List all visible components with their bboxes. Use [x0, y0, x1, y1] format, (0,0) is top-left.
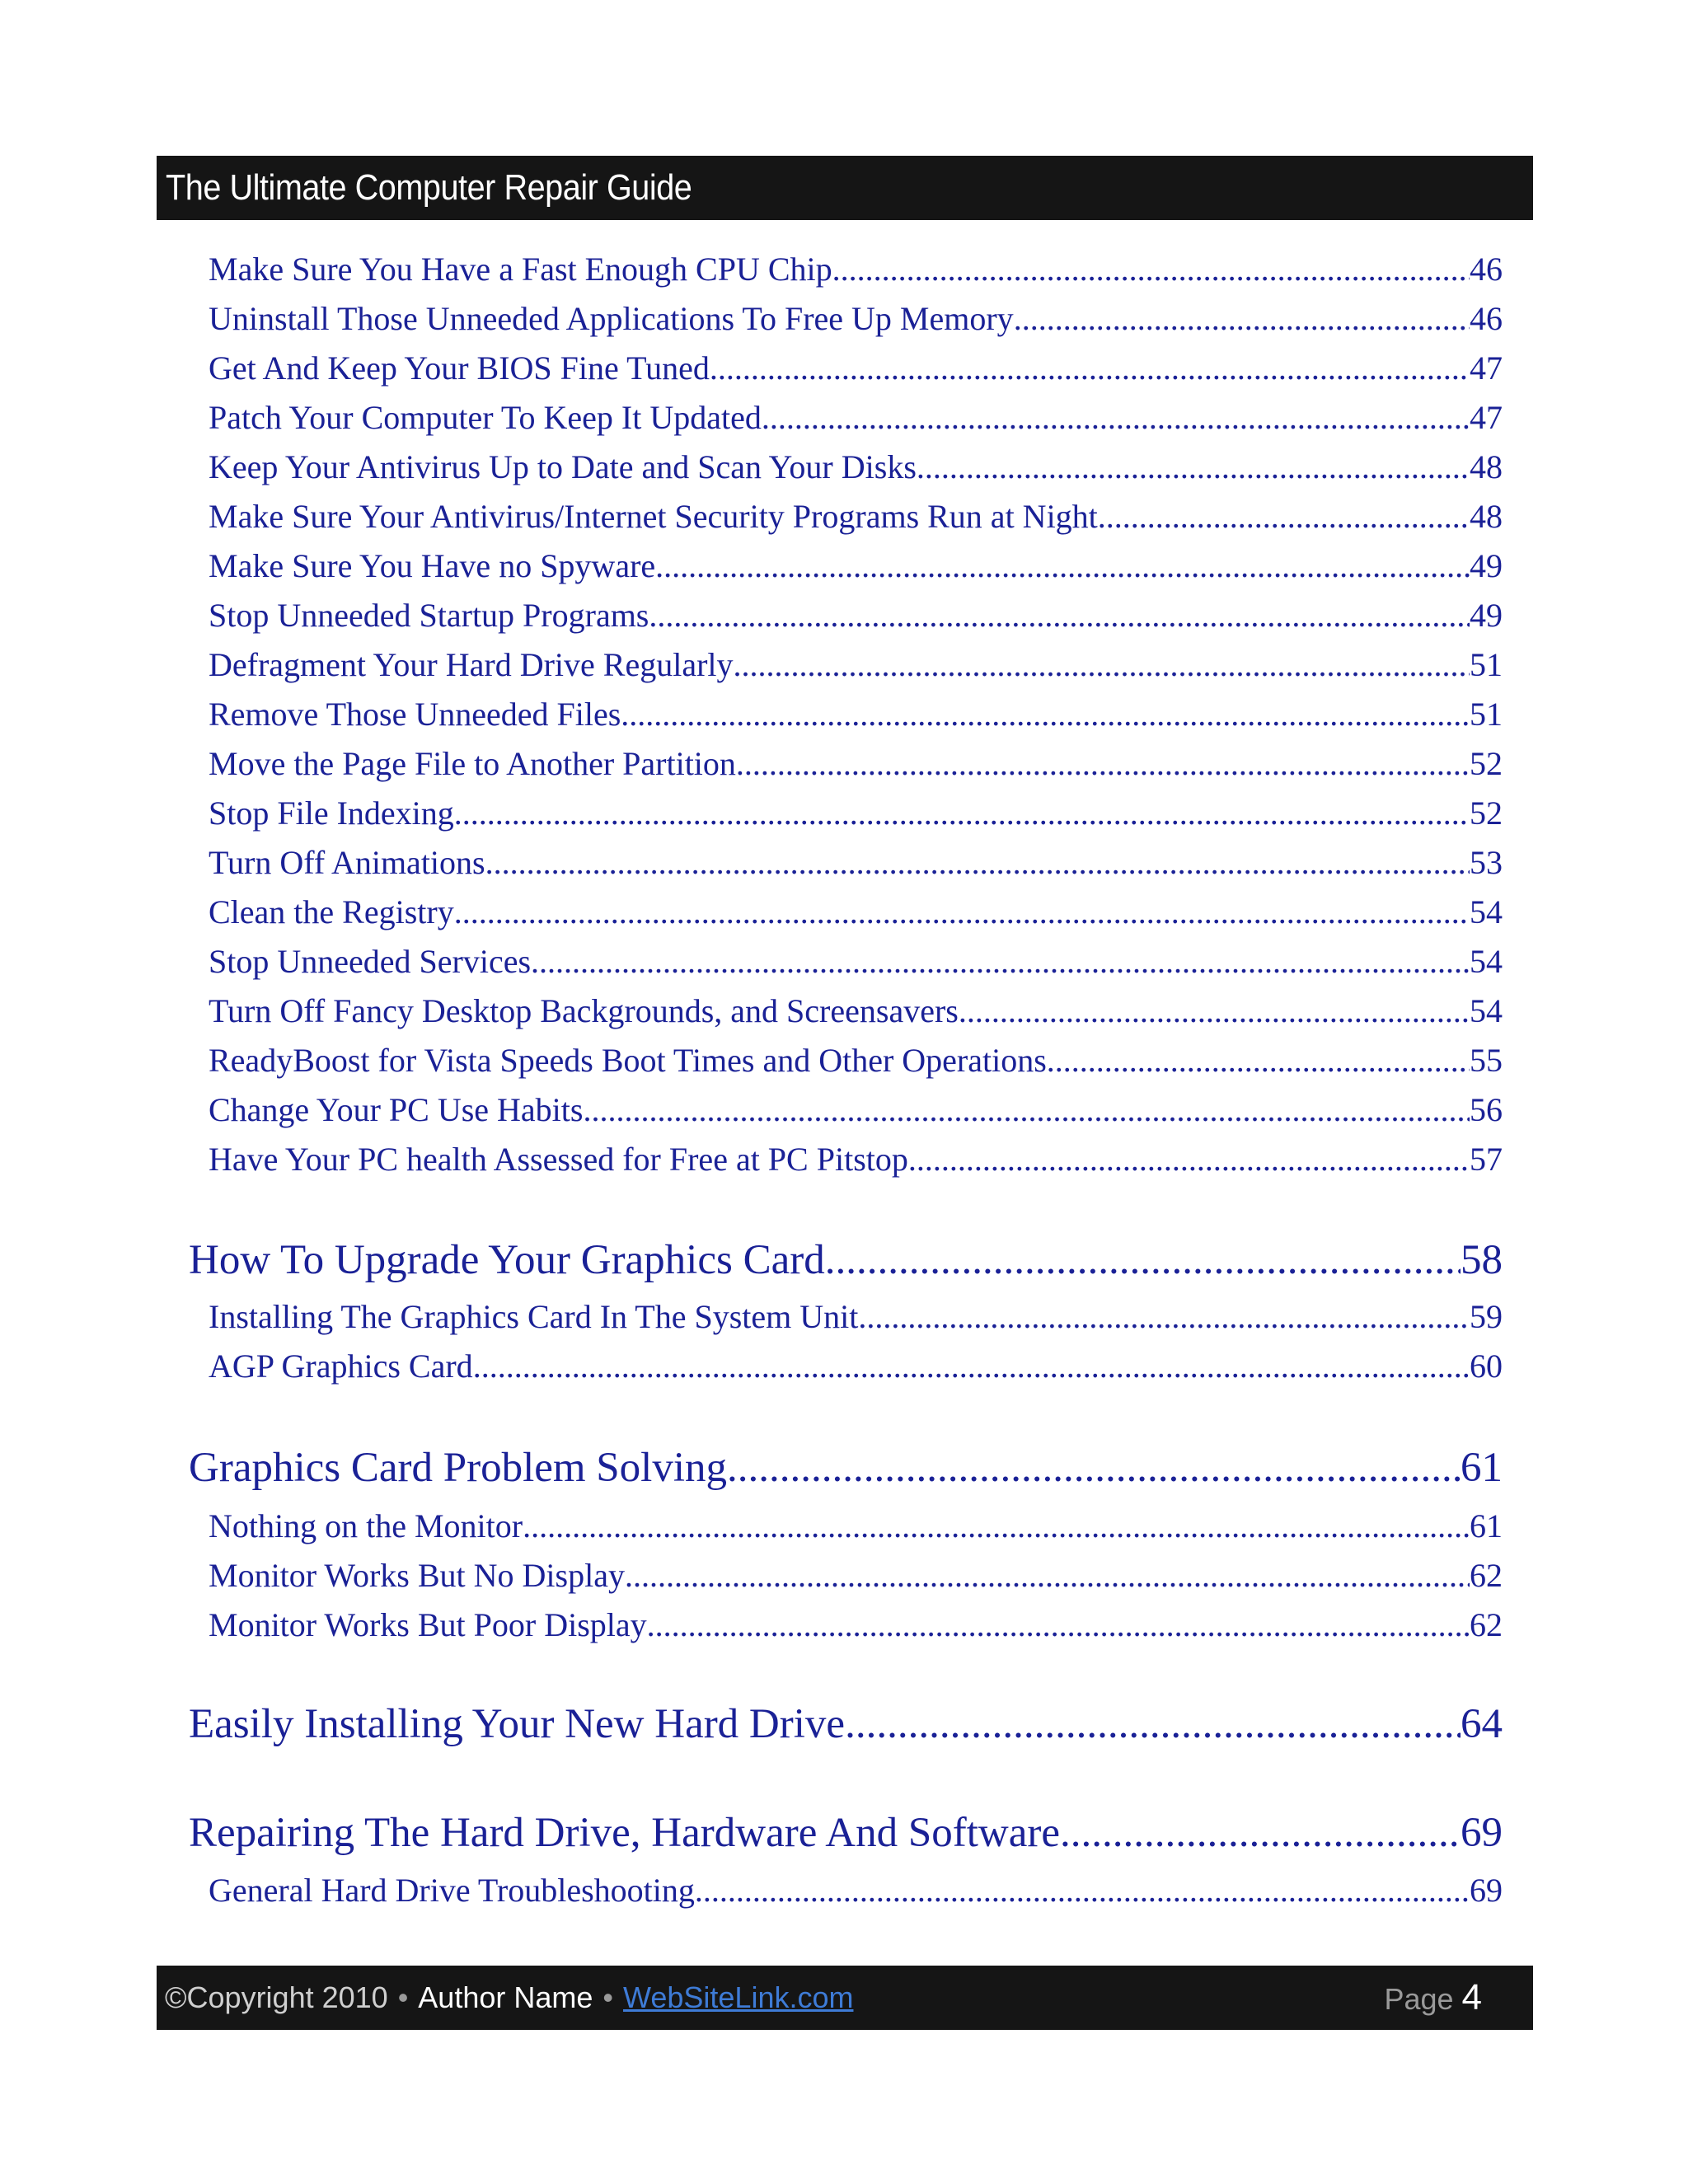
toc-entry-title: Monitor Works But No Display [209, 1557, 625, 1594]
toc-entry-page: 47 [1470, 349, 1503, 387]
toc-leader-dots [649, 596, 1470, 635]
toc-entry-title: Have Your PC health Assessed for Free at PC Pitstop [209, 1141, 908, 1178]
toc-entry-page: 48 [1470, 448, 1503, 485]
toc-entry-page: 62 [1470, 1606, 1503, 1643]
toc-entry-title: Installing The Graphics Card In The System Unit [209, 1298, 859, 1335]
toc-entry[interactable] [209, 942, 1503, 981]
toc-entry[interactable] [209, 1507, 1503, 1545]
toc-entry[interactable] [209, 546, 1503, 585]
toc-entry-title: Stop Unneeded Startup Programs [209, 597, 649, 634]
toc-chapter-title: Repairing The Hard Drive, Hardware And Software [189, 1810, 1060, 1856]
toc-entry-title: Nothing on the Monitor [209, 1507, 523, 1544]
toc-chapter[interactable] [189, 1700, 1503, 1748]
toc-entry[interactable] [209, 645, 1503, 684]
toc-leader-dots [762, 398, 1470, 437]
toc-entry-page: 69 [1470, 1872, 1503, 1909]
toc-entry-page: 53 [1470, 844, 1503, 881]
toc-entry-page: 62 [1470, 1557, 1503, 1594]
toc-entry-page: 56 [1470, 1091, 1503, 1128]
toc-entry-page: 52 [1470, 794, 1503, 832]
toc-entry-page: 55 [1470, 1042, 1503, 1079]
toc-entry[interactable] [209, 1297, 1503, 1336]
toc-entry-title: Monitor Works But Poor Display [209, 1606, 647, 1643]
toc-entry-page: 59 [1470, 1298, 1503, 1335]
toc-entry-title: Turn Off Animations [209, 844, 485, 881]
toc-leader-dots [583, 1090, 1470, 1129]
toc-entry-page: 49 [1470, 547, 1503, 584]
toc-entry-page: 51 [1470, 646, 1503, 683]
toc-leader-dots [454, 794, 1470, 832]
toc-leader-dots [473, 1347, 1470, 1385]
toc-entry[interactable] [209, 744, 1503, 783]
toc-entry[interactable] [209, 843, 1503, 882]
toc-entry-title: Uninstall Those Unneeded Applications To Free Up Memory [209, 300, 1014, 337]
toc-chapter[interactable] [189, 1236, 1503, 1284]
toc-entry-page: 46 [1470, 300, 1503, 337]
toc-entry-page: 54 [1470, 893, 1503, 930]
page-label: Page [1384, 1982, 1454, 2016]
toc-leader-dots [531, 942, 1470, 981]
toc-chapter-page: 64 [1461, 1701, 1503, 1747]
toc-leader-dots [710, 349, 1470, 387]
toc-entry[interactable] [209, 1140, 1503, 1179]
toc-leader-dots [695, 1871, 1470, 1910]
website-link[interactable]: WebSiteLink.com [623, 1980, 854, 2014]
toc-leader-dots [734, 645, 1470, 684]
page-number-block [1384, 1977, 1482, 2018]
toc-leader-dots [523, 1507, 1470, 1545]
toc-entry-page: 57 [1470, 1141, 1503, 1178]
toc-leader-dots [858, 1297, 1470, 1336]
footer-separator: • [603, 1980, 614, 2014]
toc-leader-dots [959, 991, 1470, 1030]
toc-entry[interactable] [209, 299, 1503, 338]
toc-leader-dots [621, 695, 1470, 733]
toc-entry-title: AGP Graphics Card [209, 1347, 473, 1385]
toc-entry-page: 49 [1470, 597, 1503, 634]
toc-leader-dots [485, 843, 1470, 882]
toc-entry-page: 61 [1470, 1507, 1503, 1544]
toc-entry-title: Remove Those Unneeded Files [209, 696, 621, 733]
toc-chapter[interactable] [189, 1444, 1503, 1492]
toc-entry-page: 54 [1470, 992, 1503, 1029]
toc-entry-title: Make Sure You Have a Fast Enough CPU Chip [209, 251, 832, 288]
toc-entry-title: Patch Your Computer To Keep It Updated [209, 399, 762, 436]
toc-entry-title: General Hard Drive Troubleshooting [209, 1872, 695, 1909]
toc-leader-dots [1047, 1041, 1470, 1080]
toc-leader-dots [1014, 299, 1470, 338]
toc-entry-title: Change Your PC Use Habits [209, 1091, 584, 1128]
toc-leader-dots [908, 1140, 1470, 1179]
toc-entry-title: ReadyBoost for Vista Speeds Boot Times and Other Operations [209, 1042, 1047, 1079]
toc-chapter-page: 69 [1461, 1810, 1503, 1856]
toc-entry-page: 47 [1470, 399, 1503, 436]
footer-credits [165, 1980, 853, 2015]
toc-entry[interactable] [209, 398, 1503, 437]
toc-entry-page: 46 [1470, 251, 1503, 288]
toc-leader-dots [845, 1700, 1461, 1748]
toc-entry-title: Keep Your Antivirus Up to Date and Scan Your Disks [209, 448, 917, 485]
toc-entry[interactable] [209, 1556, 1503, 1595]
toc-entry[interactable] [209, 1041, 1503, 1080]
toc-chapter-title: Easily Installing Your New Hard Drive [189, 1701, 846, 1747]
toc-leader-dots [727, 1444, 1461, 1492]
toc-entry-page: 48 [1470, 498, 1503, 535]
toc-entry[interactable] [209, 1090, 1503, 1129]
toc-entry-page: 60 [1470, 1347, 1503, 1385]
toc-entry[interactable] [209, 497, 1503, 536]
author-name: Author Name [418, 1980, 593, 2014]
toc-leader-dots [917, 448, 1470, 486]
toc-leader-dots [832, 250, 1470, 288]
toc-leader-dots [625, 1556, 1470, 1595]
toc-entry-page: 51 [1470, 696, 1503, 733]
toc-entry-title: Make Sure You Have no Spyware [209, 547, 656, 584]
toc-entry-title: Move the Page File to Another Partition [209, 745, 736, 782]
toc-entry[interactable] [209, 1347, 1503, 1385]
toc-entry[interactable] [209, 596, 1503, 635]
toc-leader-dots [454, 893, 1470, 931]
toc-chapter-page: 61 [1461, 1445, 1503, 1491]
toc-chapter-title: How To Upgrade Your Graphics Card [189, 1237, 825, 1283]
toc-entry[interactable] [209, 349, 1503, 387]
document-title: The Ultimate Computer Repair Guide [166, 167, 692, 208]
toc-entry-title: Defragment Your Hard Drive Regularly [209, 646, 734, 683]
toc-leader-dots [825, 1236, 1461, 1284]
toc-entry-title: Stop File Indexing [209, 794, 454, 832]
page-number: 4 [1461, 1977, 1482, 2018]
toc-leader-dots [736, 744, 1470, 783]
toc-entry[interactable] [209, 1871, 1503, 1910]
toc-leader-dots [655, 546, 1470, 585]
footer-separator: • [397, 1980, 409, 2014]
toc-chapter[interactable] [189, 1809, 1503, 1857]
toc-entry-page: 54 [1470, 943, 1503, 980]
toc-entry[interactable] [209, 250, 1503, 288]
toc-entry-title: Clean the Registry [209, 893, 454, 930]
page-footer [157, 1966, 1533, 2030]
toc-entry-title: Get And Keep Your BIOS Fine Tuned [209, 349, 710, 387]
toc-entry[interactable] [209, 794, 1503, 832]
toc-entry[interactable] [209, 1605, 1503, 1644]
toc-entry[interactable] [209, 991, 1503, 1030]
toc-entry-page: 52 [1470, 745, 1503, 782]
toc-entry-title: Stop Unneeded Services [209, 943, 532, 980]
toc-leader-dots [1098, 497, 1470, 536]
toc-entry[interactable] [209, 448, 1503, 486]
copyright-text: ©Copyright 2010 [165, 1980, 388, 2014]
toc-entry-title: Make Sure Your Antivirus/Internet Security Programs Run at Night [209, 498, 1098, 535]
toc-leader-dots [1060, 1809, 1461, 1857]
toc-leader-dots [647, 1605, 1470, 1644]
page-header [157, 156, 1533, 220]
toc-chapter-page: 58 [1461, 1237, 1503, 1283]
toc-entry[interactable] [209, 695, 1503, 733]
toc-entry-title: Turn Off Fancy Desktop Backgrounds, and Screensavers [209, 992, 959, 1029]
toc-chapter-title: Graphics Card Problem Solving [189, 1445, 728, 1491]
toc-entry[interactable] [209, 893, 1503, 931]
